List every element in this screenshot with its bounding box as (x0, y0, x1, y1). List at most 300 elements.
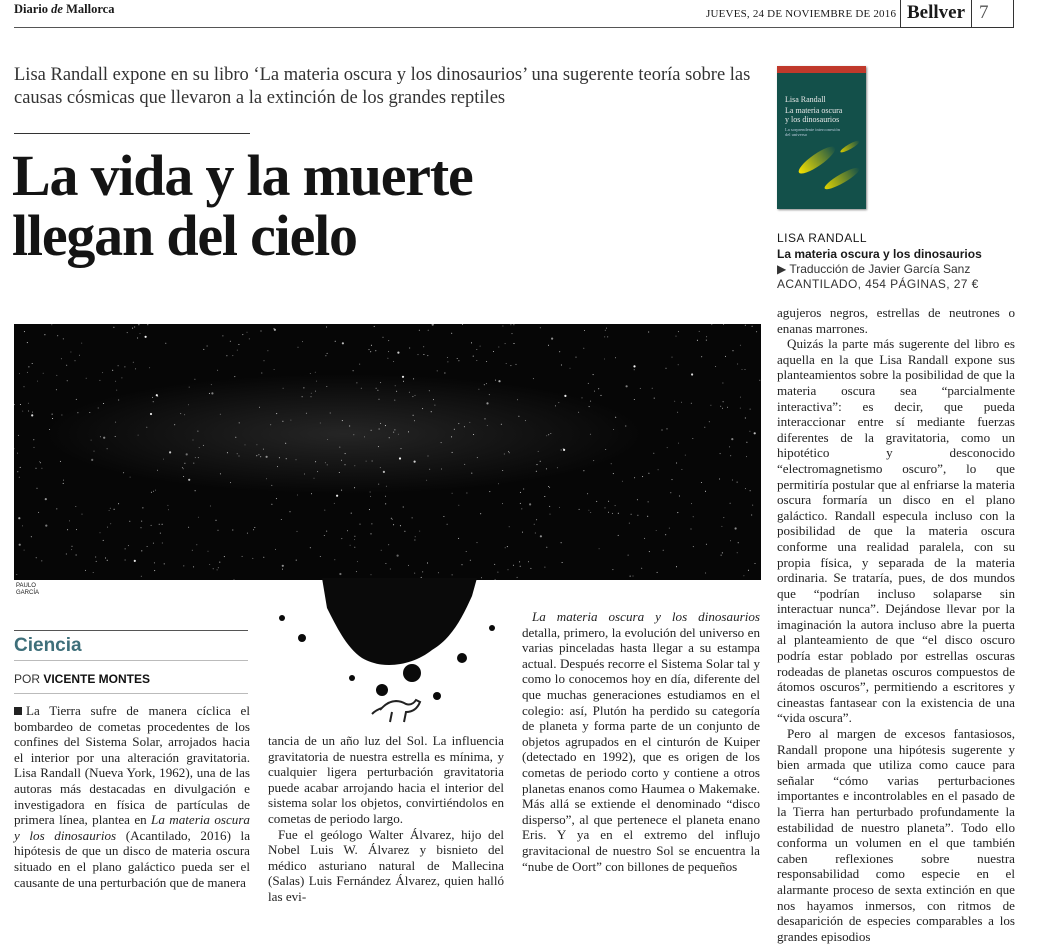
star (211, 384, 212, 385)
star (710, 405, 711, 406)
star (155, 490, 156, 491)
star (525, 420, 526, 421)
star (415, 395, 416, 396)
byline-author: VICENTE MONTES (43, 672, 151, 686)
star (217, 569, 218, 570)
cover-sub-2: del universo (785, 132, 808, 137)
star (71, 549, 72, 550)
star (612, 569, 613, 570)
star (458, 423, 459, 424)
star (141, 550, 142, 551)
star (342, 342, 344, 344)
star (375, 350, 376, 351)
star (297, 531, 298, 532)
star (590, 512, 591, 513)
star (394, 429, 395, 430)
star (535, 533, 536, 534)
star (234, 579, 235, 580)
photo-credit-line-1: PAULO (16, 583, 36, 589)
star (618, 513, 619, 514)
star (667, 428, 668, 429)
star (226, 355, 227, 356)
star (110, 508, 111, 509)
star (377, 390, 378, 391)
star (52, 414, 53, 415)
star (82, 514, 83, 515)
byline-prefix: POR (14, 672, 44, 686)
star (31, 536, 32, 537)
star (400, 525, 401, 526)
star (145, 336, 147, 338)
star (737, 364, 738, 365)
star (24, 386, 25, 387)
star (140, 333, 141, 334)
star (253, 529, 254, 530)
star (151, 525, 152, 526)
star (564, 395, 566, 397)
star (625, 426, 626, 427)
start-square-icon (14, 707, 22, 715)
star (341, 538, 342, 539)
star (141, 527, 142, 528)
star (34, 447, 35, 448)
star (311, 393, 312, 394)
star (193, 566, 194, 567)
star (576, 357, 577, 358)
star (629, 523, 630, 524)
star (359, 364, 360, 365)
star (478, 389, 479, 390)
star (167, 505, 168, 506)
star (282, 565, 284, 567)
star (160, 533, 161, 534)
star (409, 348, 410, 349)
star (549, 487, 550, 488)
star (56, 389, 57, 390)
star (422, 571, 423, 572)
star (476, 360, 477, 361)
star (19, 373, 20, 374)
star (559, 351, 560, 352)
star (516, 364, 517, 365)
star (315, 391, 316, 392)
star (737, 482, 738, 483)
star (123, 472, 124, 473)
star (681, 469, 682, 470)
star (759, 380, 760, 381)
star (385, 503, 386, 504)
book-title-italic: La materia oscura y los dinosaurios (532, 609, 760, 624)
star (95, 557, 96, 558)
star (385, 425, 386, 426)
paragraph: tancia de un año luz del Sol. La influencia gravitatoria de nuestra estrella es mínima, y cualquier ligera perturbación gravitatoria puede acabar arrojando hacia el interior del sistema solar los objetos, convirtiéndolos en cometas de periodo largo. (268, 733, 504, 826)
star (691, 503, 692, 504)
star (141, 521, 142, 522)
star (648, 473, 649, 474)
star (590, 401, 591, 402)
star (107, 448, 108, 449)
star (159, 524, 160, 525)
text-run: detalla, primero, la evolución del universo en varias pinceladas hasta llegar a su estampa actual. Después recorre el Sistema Solar tal y como lo conocemos hoy en día, diferente del que muchas generaciones estudiamos en el colegio: así, Plutón ha perdido su categoría de planeta y forma parte de un conjunto de objetos agrupados en el cinturón de Kuiper (detectado en 1992), que es origen de los cometas de periodo corto y contiene a otros planetas enanos como Haumea o Makemake. Más allá se extiende el denominado “disco disperso”, al que pertenece el planeta enano Eris. Y ya en el extremo del influjo gravitacional de nuestro Sol se encuentra la “nube de Oort” con billones de pequeños (522, 624, 760, 874)
star (415, 536, 416, 537)
star (544, 567, 545, 568)
section-label: Bellver (901, 0, 972, 27)
star (447, 524, 448, 525)
star (477, 542, 478, 543)
star (27, 342, 28, 343)
star (740, 345, 741, 346)
star (326, 531, 327, 532)
star (731, 438, 733, 440)
star (723, 517, 724, 518)
star (20, 404, 21, 405)
star (63, 480, 64, 481)
star (290, 420, 291, 421)
star (57, 335, 58, 336)
star (523, 489, 524, 490)
star (67, 529, 68, 530)
star (285, 443, 286, 444)
book-author: LISA RANDALL (777, 231, 868, 245)
star (113, 327, 114, 328)
star (721, 555, 722, 556)
star (622, 481, 623, 482)
ink-drop (403, 664, 421, 682)
star (441, 442, 442, 443)
star (18, 435, 19, 436)
star (210, 506, 211, 507)
star (608, 512, 609, 513)
star (604, 336, 605, 337)
star (356, 571, 357, 572)
star (730, 455, 731, 456)
star (480, 513, 481, 514)
star (628, 555, 629, 556)
star (163, 459, 164, 460)
star (153, 543, 154, 544)
star (270, 424, 271, 425)
star (258, 454, 259, 455)
star (209, 393, 210, 394)
star (165, 343, 166, 344)
star (252, 558, 253, 559)
star (583, 470, 584, 471)
star (195, 457, 196, 458)
star (678, 331, 679, 332)
section-page-box (900, 0, 1014, 28)
star (606, 328, 607, 329)
space-illustration (14, 324, 761, 580)
star (51, 324, 52, 325)
star (199, 447, 200, 448)
ink-drop (376, 684, 388, 696)
star (593, 374, 594, 375)
star (162, 543, 163, 544)
star (154, 570, 155, 571)
star (203, 349, 204, 350)
star (69, 520, 70, 521)
star (584, 330, 585, 331)
ink-drop (349, 675, 355, 681)
star (519, 561, 520, 562)
star (505, 343, 506, 344)
star (261, 373, 262, 374)
star (693, 516, 694, 517)
star (320, 556, 321, 557)
star (389, 437, 390, 438)
star (666, 368, 667, 369)
star (174, 424, 175, 425)
star (394, 400, 395, 401)
star (211, 392, 213, 394)
section-name: Ciencia (14, 635, 82, 656)
star (112, 370, 113, 371)
star (715, 366, 716, 367)
star (746, 442, 747, 443)
star (750, 409, 751, 410)
star (705, 491, 706, 492)
star (24, 550, 25, 551)
star (462, 324, 463, 325)
star (412, 517, 413, 518)
star (52, 418, 53, 419)
star (213, 568, 214, 569)
star (749, 431, 750, 432)
star (520, 492, 521, 493)
star (164, 563, 165, 564)
section-rule (14, 630, 248, 631)
star (548, 345, 549, 346)
star (644, 538, 645, 539)
star (245, 444, 246, 445)
star (520, 566, 521, 567)
star (354, 465, 355, 466)
star (38, 512, 39, 513)
book-title: La materia oscura y los dinosaurios (777, 247, 982, 261)
star (486, 361, 487, 362)
star (232, 530, 233, 531)
star (75, 360, 76, 361)
star (371, 523, 372, 524)
star (232, 355, 233, 356)
headline (12, 143, 612, 268)
star (466, 493, 467, 494)
star (598, 388, 599, 389)
star (677, 512, 678, 513)
star (462, 564, 463, 565)
star (129, 521, 130, 522)
star (234, 376, 235, 377)
star (17, 453, 18, 454)
star (466, 551, 467, 552)
star (184, 463, 185, 464)
star (670, 492, 671, 493)
comet-graphic (822, 165, 861, 193)
star (709, 421, 710, 422)
headline-line-2: llegan del cielo (12, 203, 357, 268)
star (504, 454, 505, 455)
star (480, 346, 481, 347)
star (510, 365, 511, 366)
star (378, 484, 379, 485)
star (745, 369, 746, 370)
star (41, 560, 42, 561)
star (756, 331, 757, 332)
star (509, 526, 510, 527)
star (615, 357, 616, 358)
issue-date: JUEVES, 24 DE NOVIEMBRE DE 2016 (706, 8, 897, 20)
star (304, 474, 305, 475)
book-cover (777, 66, 866, 209)
star (740, 408, 741, 409)
star (536, 471, 537, 472)
star (418, 354, 419, 355)
byline-rule (14, 693, 248, 694)
star (263, 557, 264, 558)
star (303, 387, 304, 388)
star (283, 388, 284, 389)
cover-author: Lisa Randall (785, 95, 826, 104)
star (452, 493, 453, 494)
star (433, 399, 434, 400)
star (502, 470, 503, 471)
star (93, 572, 94, 573)
star (277, 466, 278, 467)
star (502, 503, 503, 504)
star (393, 361, 394, 362)
text-run: (Acantilado, 2016) la hipótesis de que un disco de materia oscura situado en el plano galáctico pueda ser el causante de una perturbación que de manera (14, 827, 251, 890)
star (452, 574, 453, 575)
byline (14, 672, 150, 686)
star (423, 346, 424, 347)
star (558, 402, 559, 403)
star (729, 446, 730, 447)
star (641, 568, 642, 569)
star (583, 348, 584, 349)
star (723, 324, 724, 325)
star (630, 576, 631, 577)
star (162, 524, 163, 525)
star (730, 503, 731, 504)
ink-drop (298, 634, 306, 642)
star (594, 391, 595, 392)
star (349, 426, 350, 427)
star (152, 397, 153, 398)
star (76, 555, 77, 556)
star (45, 525, 47, 527)
star (237, 350, 238, 351)
star (127, 332, 128, 333)
star (750, 490, 751, 491)
star (555, 405, 556, 406)
star (605, 330, 606, 331)
star (522, 532, 523, 533)
star (266, 456, 268, 458)
star (605, 507, 606, 508)
headline-line-1: La vida y la muerte (12, 143, 473, 208)
masthead-de: de (51, 2, 63, 16)
star (370, 351, 371, 352)
star (485, 418, 486, 419)
star (692, 438, 693, 439)
star (414, 573, 415, 574)
star (701, 356, 702, 357)
star (361, 388, 362, 389)
star (561, 365, 562, 366)
star (61, 415, 62, 416)
star (91, 459, 93, 461)
star (489, 394, 490, 395)
star (562, 562, 563, 563)
star (182, 467, 183, 468)
star (370, 496, 371, 497)
starfield-svg (14, 324, 761, 580)
star (310, 547, 311, 548)
star (656, 530, 657, 531)
star (706, 544, 707, 545)
star (550, 514, 551, 515)
star (674, 401, 675, 402)
star (99, 380, 100, 381)
star (107, 527, 108, 528)
star (281, 519, 282, 520)
star (157, 470, 158, 471)
star (548, 486, 549, 487)
star (130, 477, 131, 478)
star (261, 331, 262, 332)
star (28, 366, 29, 367)
star (183, 476, 184, 477)
star (242, 556, 243, 557)
star (654, 398, 655, 399)
star (325, 355, 326, 356)
star (91, 440, 92, 441)
star (444, 373, 445, 374)
star (722, 383, 723, 384)
star (217, 370, 218, 371)
paragraph: Fue el geólogo Walter Álvarez, hijo del Nobel Luis W. Álvarez y bisnieto del médico asturiano natural de Mallecina (Salas) Luis Fernández Álvarez, quien halló las evi- (268, 826, 504, 904)
star (748, 570, 749, 571)
star (275, 549, 276, 550)
star (414, 540, 415, 541)
star (473, 356, 474, 357)
star (408, 431, 409, 432)
star (392, 519, 393, 520)
star (391, 518, 392, 519)
star (180, 413, 181, 414)
star (484, 384, 485, 385)
star (45, 498, 47, 500)
star (473, 434, 474, 435)
star (39, 461, 40, 462)
star (263, 449, 264, 450)
star (224, 556, 225, 557)
star (414, 461, 416, 463)
star (379, 399, 380, 400)
star (672, 479, 673, 480)
star (276, 498, 277, 499)
star (458, 538, 459, 539)
star (203, 445, 204, 446)
star (239, 456, 240, 457)
star (354, 536, 355, 537)
star (681, 402, 682, 403)
star (188, 479, 190, 481)
star (737, 552, 738, 553)
star (413, 415, 414, 416)
star (72, 546, 73, 547)
star (752, 505, 753, 506)
